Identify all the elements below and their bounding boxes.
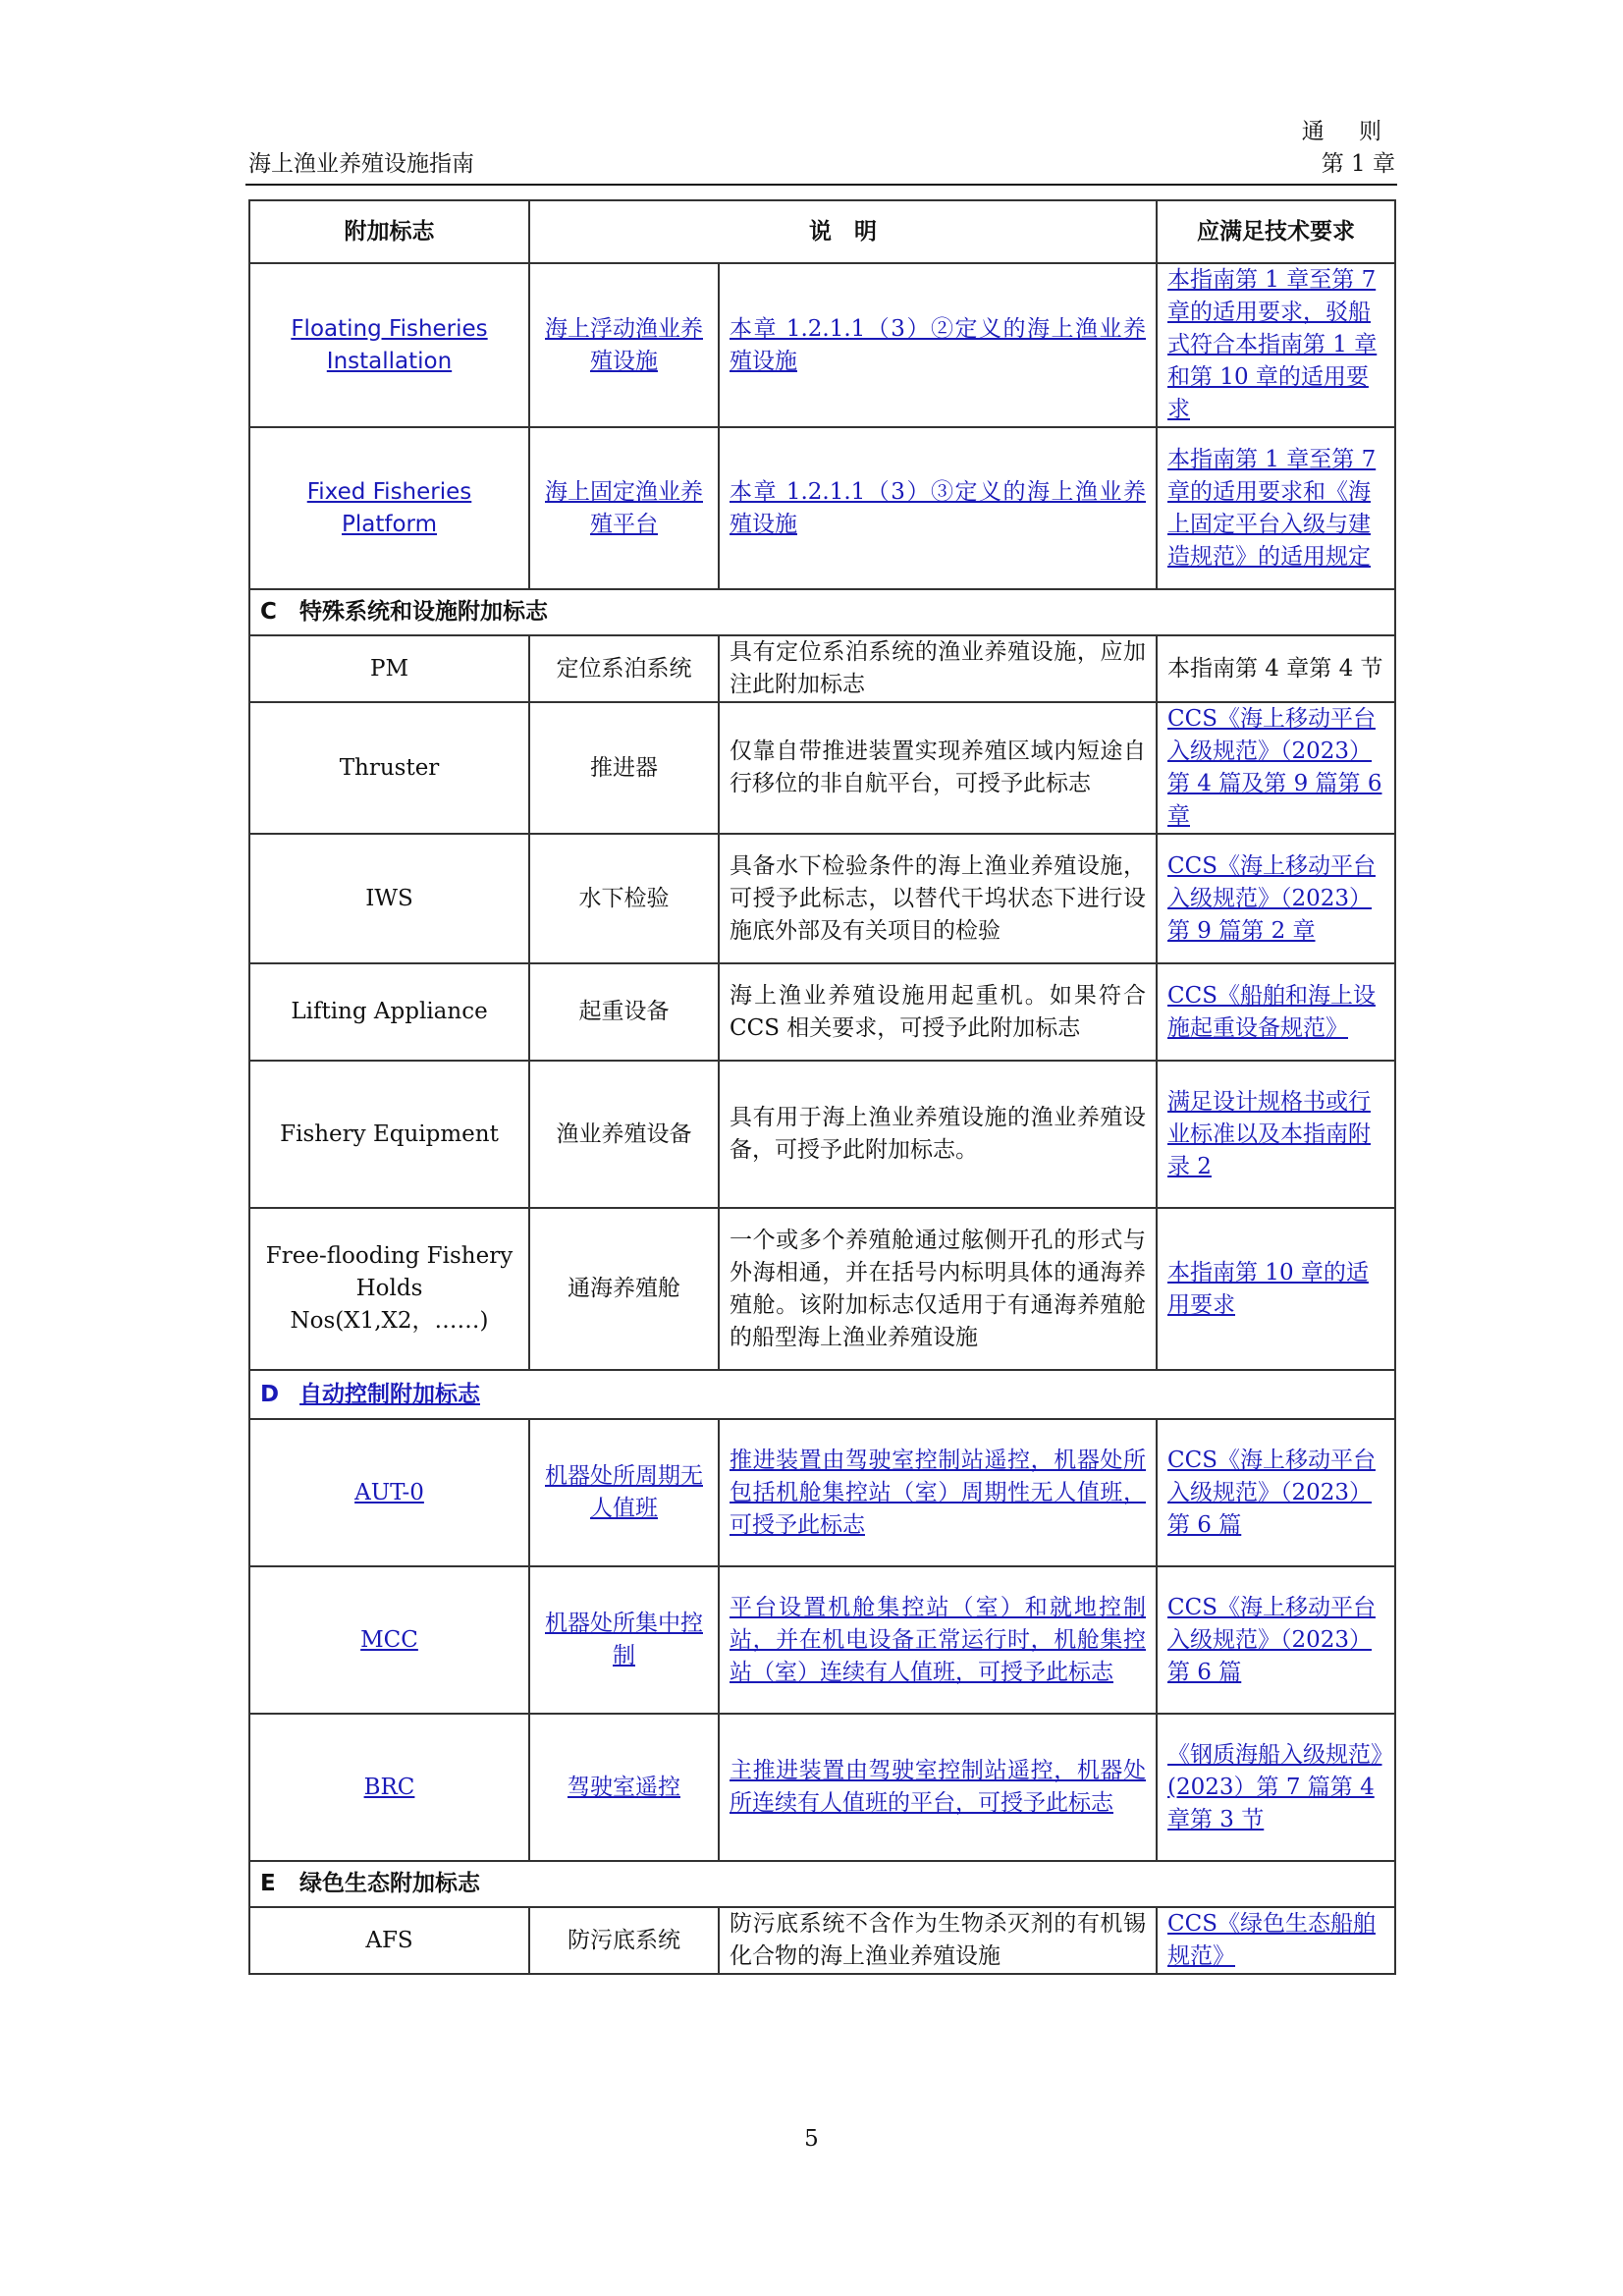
table-row xyxy=(249,1907,1395,1974)
name-link[interactable]: 驾驶室遥控 xyxy=(568,1774,680,1800)
notation-cell: PM xyxy=(249,635,529,702)
desc-link[interactable]: 主推进装置由驾驶室控制站遥控，机器处所连续有人值班的平台，可授予此标志 xyxy=(730,1758,1146,1816)
name-link[interactable]: 海上固定渔业养殖平台 xyxy=(545,478,703,537)
name-link[interactable]: 机器处所集中控制 xyxy=(545,1611,703,1668)
desc-link[interactable]: 本章 1.2.1.1（3）②定义的海上渔业养殖设施 xyxy=(730,315,1146,374)
table-row xyxy=(249,1208,1395,1370)
notation-link[interactable]: AUT-0 xyxy=(354,1479,424,1505)
notation-link[interactable]: BRC xyxy=(363,1774,415,1800)
notation-cell: IWS xyxy=(249,834,529,963)
name-cell: 推进器 xyxy=(529,702,719,834)
req-link[interactable]: 满足设计规格书或行业标准以及本指南附录 2 xyxy=(1167,1088,1371,1179)
notation-cell: Lifting Appliance xyxy=(249,963,529,1061)
req-link[interactable]: 本指南第 10 章的适用要求 xyxy=(1167,1259,1369,1318)
req-link[interactable]: 《钢质海船入级规范》(2023）第 7 篇第 4 章第 3 节 xyxy=(1167,1741,1382,1832)
table-row xyxy=(249,1566,1395,1714)
desc-cell: 具有定位系泊系统的渔业养殖设施，应加注此附加标志 xyxy=(719,635,1157,702)
notation-link[interactable]: Floating Fisheries Installation xyxy=(291,315,488,374)
req-link[interactable]: CCS《船舶和海上设施起重设备规范》 xyxy=(1167,982,1376,1041)
table-row xyxy=(249,1419,1395,1566)
name-cell: 定位系泊系统 xyxy=(529,635,719,702)
desc-link[interactable]: 推进装置由驾驶室控制站遥控，机器处所包括机舱集控站（室）周期性无人值班，可授予此标志 xyxy=(730,1447,1146,1538)
doc-title: 海上渔业养殖设施指南 xyxy=(248,151,474,177)
notation-cell: Free-flooding Fishery Holds Nos(X1,X2，……) xyxy=(249,1208,529,1370)
req-link[interactable]: CCS《海上移动平台入级规范》（2023）第 4 篇及第 9 篇第 6 章 xyxy=(1167,706,1382,829)
desc-cell: 具有用于海上渔业养殖设施的渔业养殖设备，可授予此附加标志。 xyxy=(719,1061,1157,1208)
header-requirements: 应满足技术要求 xyxy=(1157,200,1395,263)
table-row xyxy=(249,834,1395,963)
section-letter: E xyxy=(260,1871,276,1896)
notation-cell: Thruster xyxy=(249,702,529,834)
name-cell: 起重设备 xyxy=(529,963,719,1061)
desc-cell: 海上渔业养殖设施用起重机。如果符合 CCS 相关要求，可授予此附加标志 xyxy=(719,963,1157,1061)
section-row-e xyxy=(249,1861,1395,1907)
table-row xyxy=(249,635,1395,702)
desc-cell: 防污底系统不含作为生物杀灭剂的有机锡化合物的海上渔业养殖设施 xyxy=(719,1907,1157,1974)
section-letter: D xyxy=(260,1381,280,1407)
section-row-c xyxy=(249,589,1395,635)
name-cell: 渔业养殖设备 xyxy=(529,1061,719,1208)
desc-cell: 具备水下检验条件的海上渔业养殖设施，可授予此标志，以替代干坞状态下进行设施底外部及有关项目的检验 xyxy=(719,834,1157,963)
desc-cell: 仅靠自带推进装置实现养殖区域内短途自行移位的非自航平台，可授予此标志 xyxy=(719,702,1157,834)
table-row xyxy=(249,1714,1395,1861)
name-cell: 水下检验 xyxy=(529,834,719,963)
req-link[interactable]: CCS《海上移动平台入级规范》（2023）第 9 篇第 2 章 xyxy=(1167,852,1376,944)
notation-link[interactable]: MCC xyxy=(360,1626,418,1653)
header-description: 说 明 xyxy=(529,200,1157,263)
notation-cell: AFS xyxy=(249,1907,529,1974)
section-letter: C xyxy=(260,599,277,625)
req-link[interactable]: CCS《海上移动平台入级规范》（2023）第 6 篇 xyxy=(1167,1447,1376,1538)
desc-cell: 一个或多个养殖舱通过舷侧开孔的形式与外海相通，并在括号内标明具体的通海养殖舱。该附加标志仅适用于有通海养殖舱的船型海上渔业养殖设施 xyxy=(719,1208,1157,1370)
table-row xyxy=(249,963,1395,1061)
notation-cell: Fishery Equipment xyxy=(249,1061,529,1208)
req-link[interactable]: CCS《绿色生态船舶规范》 xyxy=(1167,1911,1376,1969)
notation-table xyxy=(248,199,1396,1975)
section-title: 自动控制附加标志 xyxy=(299,1381,480,1407)
req-link[interactable]: 本指南第 1 章至第 7 章的适用要求，驳船式符合本指南第 1 章和第 10 章的适用要求 xyxy=(1167,267,1378,422)
chapter-number: 第 1 章 xyxy=(1321,151,1395,177)
name-cell: 通海养殖舱 xyxy=(529,1208,719,1370)
header-notation: 附加标志 xyxy=(249,200,529,263)
table-header-row xyxy=(249,200,1395,263)
section-row-d xyxy=(249,1370,1395,1419)
desc-link[interactable]: 平台设置机舱集控站（室）和就地控制站，并在机电设备正常运行时，机舱集控站（室）连续有人值班，可授予此标志 xyxy=(730,1594,1146,1685)
notation-link[interactable]: Fixed Fisheries Platform xyxy=(306,478,472,537)
section-d-link[interactable] xyxy=(260,1382,480,1407)
name-cell: 防污底系统 xyxy=(529,1907,719,1974)
section-title: 绿色生态附加标志 xyxy=(299,1871,480,1896)
table-row xyxy=(249,702,1395,834)
table-row xyxy=(249,263,1395,427)
name-link[interactable]: 海上浮动渔业养殖设施 xyxy=(545,315,703,374)
req-link[interactable]: 本指南第 1 章至第 7 章的适用要求和《海上固定平台入级与建造规范》的适用规定 xyxy=(1167,446,1377,570)
page-number: 5 xyxy=(804,2126,819,2152)
desc-link[interactable]: 本章 1.2.1.1（3）③定义的海上渔业养殖设施 xyxy=(730,478,1146,537)
header-rule xyxy=(245,184,1397,186)
name-link[interactable]: 机器处所周期无人值班 xyxy=(545,1463,703,1521)
table-row xyxy=(249,1061,1395,1208)
section-title: 特殊系统和设施附加标志 xyxy=(299,599,548,625)
req-link[interactable]: CCS《海上移动平台入级规范》（2023）第 6 篇 xyxy=(1167,1594,1376,1685)
req-cell: 本指南第 4 章第 4 节 xyxy=(1157,635,1395,702)
table-row xyxy=(249,427,1395,589)
chapter-name: 通 则 xyxy=(1301,119,1395,144)
